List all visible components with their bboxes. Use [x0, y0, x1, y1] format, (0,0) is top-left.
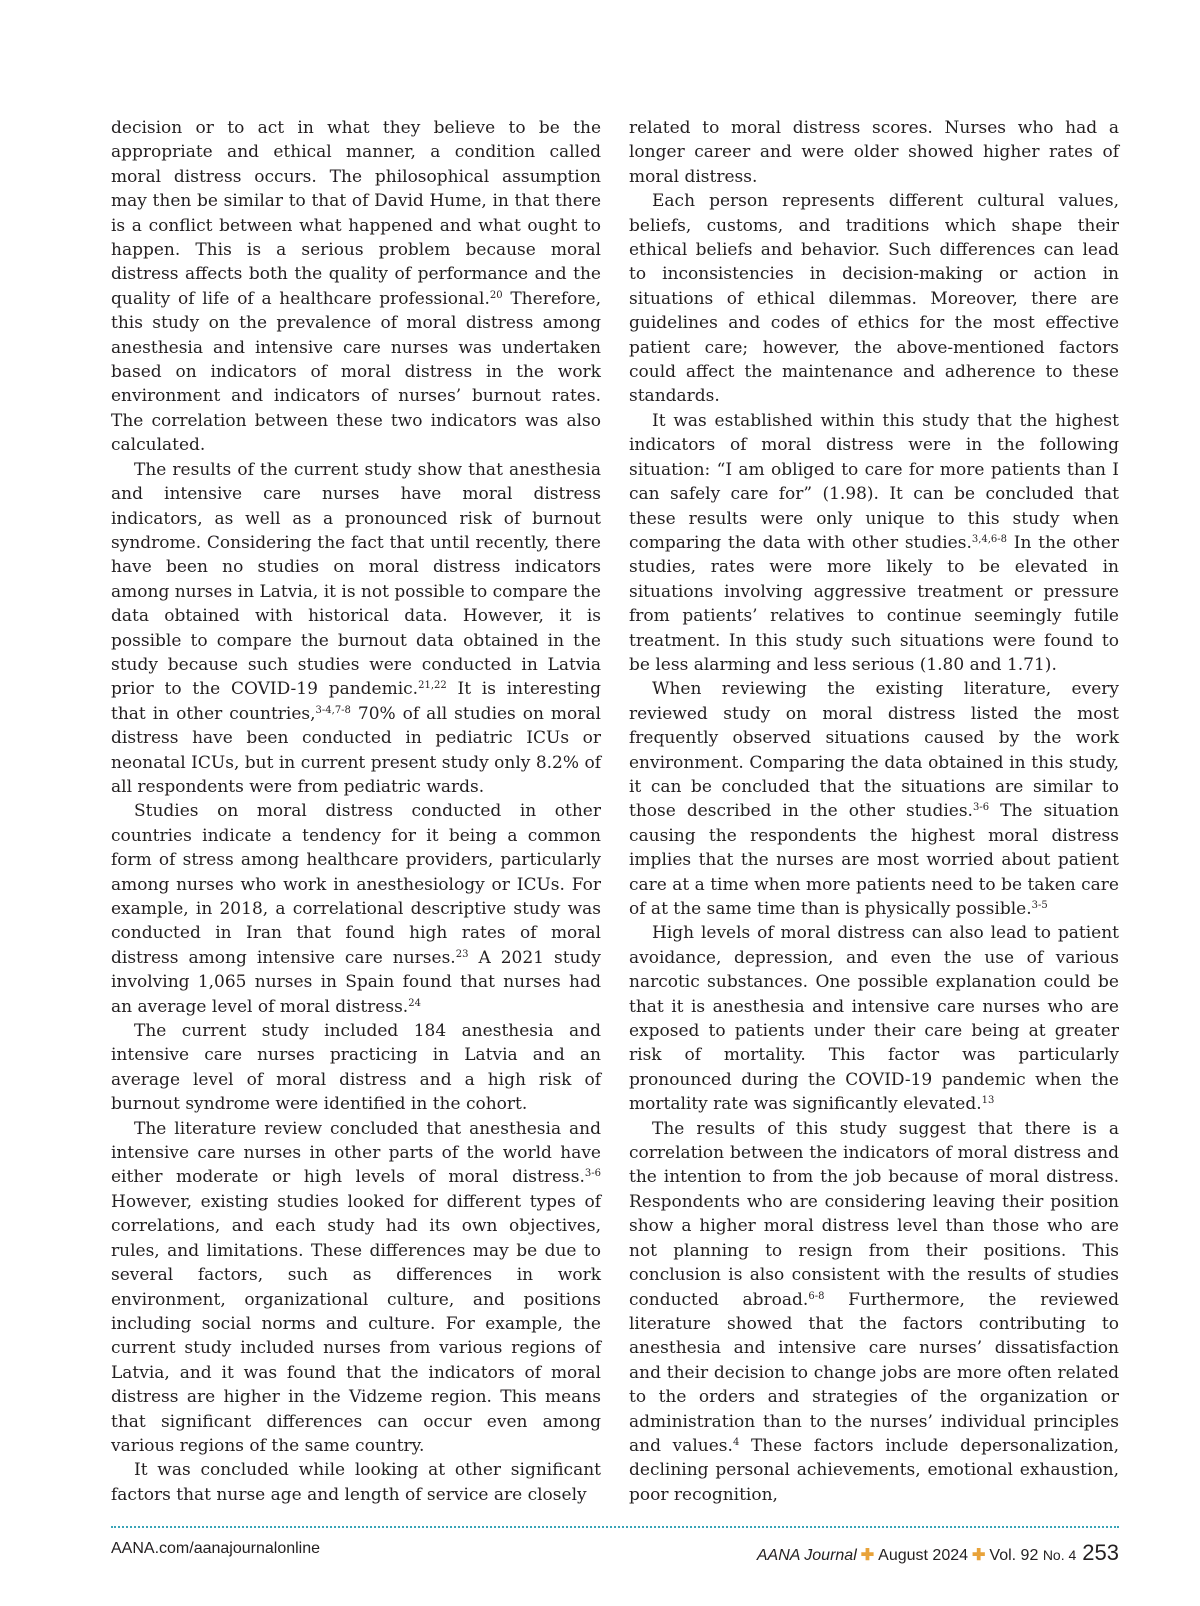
citation: 6-8 [808, 1290, 825, 1302]
paragraph: related to moral distress scores. Nurses who had a longer career and were older showed higher rates of moral distress. [629, 118, 1119, 187]
footer-citation [757, 1540, 1119, 1566]
volume: Vol. 92 [989, 1547, 1039, 1564]
paragraph: High levels of moral distress can also lead to patient avoidance, depression, and even the use of various narcotic substances. One possible explanation could be that it is anesthesia and intensive care nurses who are exposed to patients under their care being at greater risk of mortality. This factor was particularly pronounced during the COVID-19 pandemic when the mortality rate was significantly elevated.$^{13}$ [629, 923, 1119, 1115]
citation: 20 [489, 289, 503, 301]
paragraph: decision or to act in what they believe to be the appropriate and ethical manner, a condition called moral distress occurs. The philosophical assumption may then be similar to that of David Hume, in that there is a conflict between what happened and what ought to happen. This is a serious problem because moral distress affects both the quality of performance and the quality of life of a healthcare professional.$^{20}$ Therefore, this study on the prevalence of moral distress among anesthesia and intensive care nurses was undertaken based on indicators of moral distress in the work environment and indicators of nurses’ burnout rates. The correlation between these two indicators was also calculated. [111, 118, 602, 456]
citation: 23 [455, 948, 469, 960]
paragraph: It was established within this study that the highest indicators of moral distress were in the following situation: “I am obliged to care for more patients than I can safely care for” (1.98). It can be concluded that these results were only unique to this study when comparing the data with other studies.$^{3,4,6-8}$ In the other studies, rates were more likely to be elevated in situations involving aggressive treatment or pressure from patients’ relatives to continue seemingly futile treatment. In this study such situations were found to be less alarming and less serious (1.80 and 1.71). [629, 410, 1119, 675]
issue-date: August 2024 [878, 1547, 969, 1564]
plus-separator-icon: ✚ [972, 1547, 986, 1564]
footer-rule [111, 1526, 1119, 1528]
left-column [111, 116, 601, 1507]
citation: 3-5 [1031, 900, 1048, 911]
page-number: 253 [1082, 1540, 1119, 1565]
paragraph: The literature review concluded that anesthesia and intensive care nurses in other parts of the world have either moderate or high levels of moral distress.$^{3-6}$ However, existing studies looked for different types of correlations, and each study had its own objectives, rules, and limitations. These differences may be due to several factors, such as differences in work environment, organizational culture, and positions including social norms and culture. For example, the current study included nurses from various regions of Latvia, and it was found that the indicators of moral distress are higher in the Vidzeme region. This means that significant differences can occur even among various regions of the same country. [111, 1118, 601, 1456]
citation: 3-6 [584, 1168, 601, 1180]
citation: 3-6 [972, 802, 990, 814]
citation: 13 [981, 1095, 995, 1107]
journal-name: AANA Journal [756, 1547, 857, 1564]
paragraph: The results of this study suggest that there is a correlation between the indicators of moral distress and the intention to from the job because of moral distress. Respondents who are considering leaving their position show a higher moral distress level than those who are not planning to resign from their positions. This conclusion is also consistent with the results of studies conducted abroad.$^{6-8}$ Furthermore, the reviewed literature showed that the factors contributing to anesthesia and intensive care nurses’ dissatisfaction and their decision to change jobs are more often related to the orders and strategies of the organization or administration than to the nurses’ individual principles and values.$^4$ These factors include depersonalization, declining personal achievements, emotional exhaustion, poor recognition, [629, 1118, 1120, 1505]
paragraph: Studies on moral distress conducted in other countries indicate a tendency for it being a common form of stress among healthcare providers, particularly among nurses who work in anesthesiology or ICUs. For example, in 2018, a correlational descriptive study was conducted in Iran that found high rates of moral distress among intensive care nurses.$^{23}$ A 2021 study involving 1,065 nurses in Spain found that nurses had an average level of moral distress.$^{24}$ [111, 801, 601, 1017]
right-column [629, 116, 1119, 1507]
paragraph: When reviewing the existing literature, every reviewed study on moral distress listed the most frequently observed situations caused by the work environment. Comparing the data obtained in this study, it can be concluded that the situations are similar to those described in the other studies.$^{3-6}$ The situation causing the respondents the highest moral distress implies that the nurses are most worried about patient care at a time when more patients need to be taken care of at the same time than is physically possible.$^{3-5}$ [629, 679, 1119, 919]
citation: 24 [408, 997, 421, 1009]
paragraph: Each person represents different cultural values, beliefs, customs, and traditions which shape their ethical beliefs and behavior. Such differences can lead to inconsistencies in decision-making or action in situations of ethical dilemmas. Moreover, there are guidelines and codes of ethics for the most effective patient care; however, the above-mentioned factors could affect the maintenance and adherence to these standards. [629, 191, 1119, 407]
citation: 21,22 [418, 680, 447, 692]
issue-number: No. 4 [1042, 1547, 1077, 1563]
plus-separator-icon: ✚ [860, 1547, 875, 1564]
citation: 4 [732, 1436, 740, 1448]
citation: 3-4,7-8 [315, 704, 351, 716]
paragraph: It was concluded while looking at other significant factors that nurse age and length of service are closely [111, 1460, 601, 1505]
footer-url[interactable]: AANA.com/aanajournalonline [111, 1540, 321, 1557]
paragraph: The results of the current study show that anesthesia and intensive care nurses have moral distress indicators, as well as a pronounced risk of burnout syndrome. Considering the fact that until recently, there have been no studies on moral distress indicators among nurses in Latvia, it is not possible to compare the data obtained with historical data. However, it is possible to compare the burnout data obtained in the study because such studies were conducted in Latvia prior to the COVID-19 pandemic.$^{21,22}$ It is interesting that in other countries,$^{3-4,7-8}$ 70% of all studies on moral distress have been conducted in pediatric ICUs or neonatal ICUs, but in current present study only 8.2% of all respondents were from pediatric wards. [111, 459, 601, 797]
paragraph: The current study included 184 anesthesia and intensive care nurses practicing in Latvia and an average level of moral distress and a high risk of burnout syndrome were identified in the cohort. [111, 1021, 601, 1115]
citation: 3,4,6-8 [971, 533, 1008, 545]
